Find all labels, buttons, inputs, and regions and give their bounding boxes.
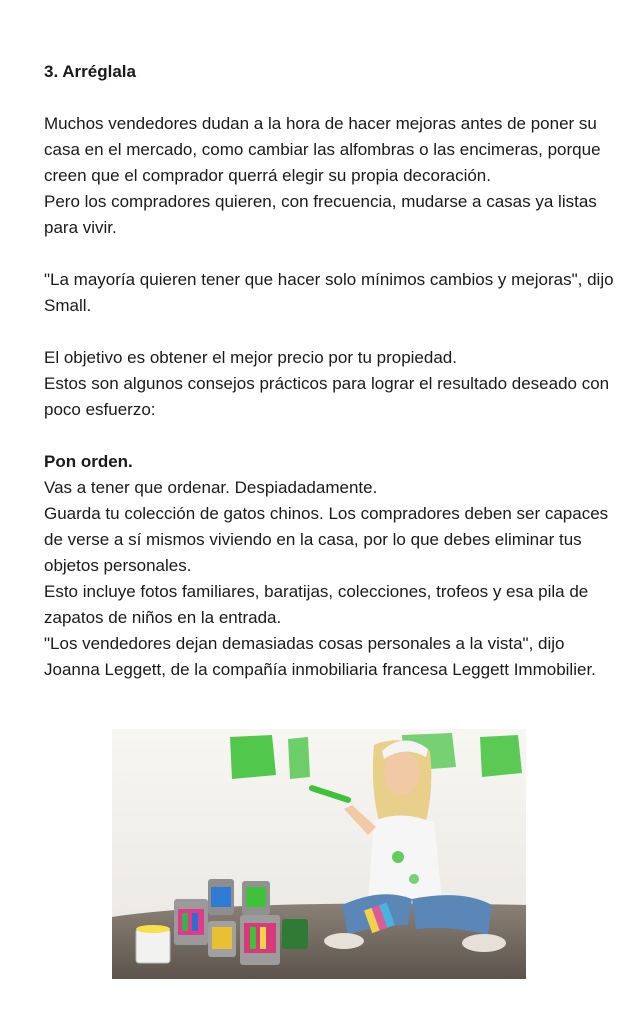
tip-line-2: Guarda tu colección de gatos chinos. Los compradores deben ser capaces de verse a sí mismos viviendo en la casa, por lo que debes eliminar tus objetos personales. [44, 504, 609, 575]
spacer [44, 85, 614, 111]
spacer [44, 423, 614, 449]
intro-paragraph-2: Pero los compradores quieren, con frecuencia, mudarse a casas ya listas para vivir. [44, 192, 597, 237]
spacer [44, 319, 614, 345]
spacer [44, 241, 614, 267]
tip-title: Pon orden. [44, 452, 133, 471]
tip-line-1: Vas a tener que ordenar. Despiadadamente. [44, 478, 378, 497]
article-photo [112, 729, 526, 979]
article-body [44, 59, 614, 683]
tip-line-3: Esto incluye fotos familiares, baratijas, colecciones, trofeos y esa pila de zapatos de niños en la entrada. [44, 582, 589, 627]
section-title: 3. Arréglala [44, 62, 136, 81]
objective-line-2: Estos son algunos consejos prácticos para lograr el resultado deseado con poco esfuerzo: [44, 374, 610, 419]
tip-line-4: "Los vendedores dejan demasiadas cosas personales a la vista", dijo Joanna Leggett, de la compañía inmobiliaria francesa Leggett Immobilier. [44, 634, 596, 679]
intro-paragraph-1: Muchos vendedores dudan a la hora de hacer mejoras antes de poner su casa en el mercado, como cambiar las alfombras o las encimeras, porque creen que el comprador querrá elegir su propia decoración. [44, 114, 601, 185]
objective-line-1: El objetivo es obtener el mejor precio por tu propiedad. [44, 348, 457, 367]
quote-paragraph: "La mayoría quieren tener que hacer solo mínimos cambios y mejoras", dijo Small. [44, 270, 614, 315]
painting-woman-illustration [112, 729, 526, 979]
